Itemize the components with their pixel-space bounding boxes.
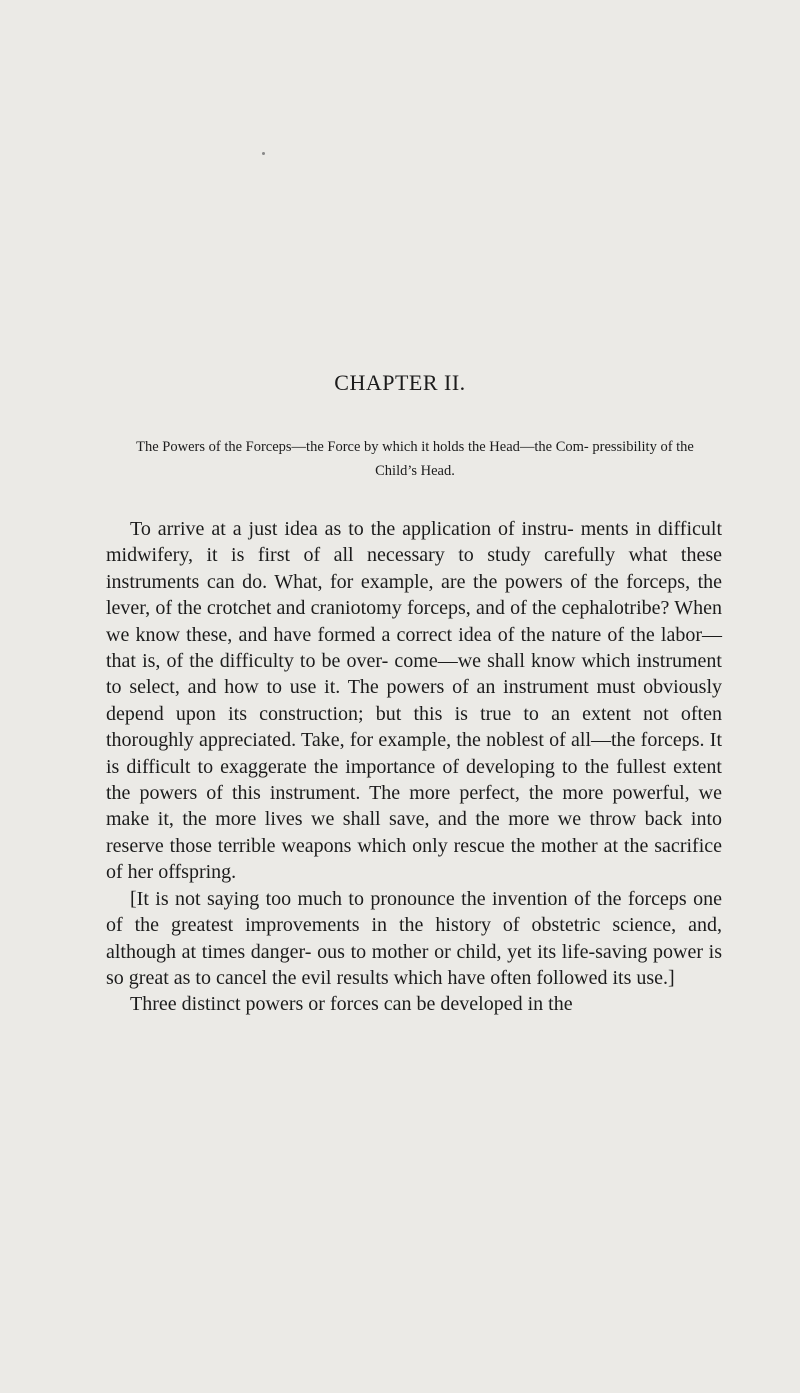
- body-text: [106, 516, 722, 1018]
- paper-speck: [262, 152, 265, 155]
- chapter-title: CHAPTER II.: [334, 370, 466, 395]
- chapter-summary: The Powers of the Forceps—the Force by which it holds the Head—the Com- pressibility of the Child’s Head.: [136, 439, 694, 479]
- paragraph: Three distinct powers or forces can be developed in the: [130, 993, 573, 1016]
- paragraph: To arrive at a just idea as to the application of instru- ments in difficult midwifery, it is first of all necessary to study carefully what these instruments can do. What, for example, are the powers of the forceps, the lever, of the crotchet and craniotomy forceps, and of the cephalotribe? When we know these, and have formed a correct idea of the nature of the labor—that is, of the difficulty to be over- come—we shall know which instrument to select, and how to use it. The powers of an instrument must obviously depend upon its construction; but this is true to an extent not often thoroughly appreciated. Take, for example, the noblest of all—the forceps. It is difficult to exaggerate the importance of developing to the fullest extent the powers of this instrument. The more perfect, the more powerful, we make it, the more lives we shall save, and the more we throw back into reserve those terrible weapons which only rescue the mother at the sacrifice of her offspring.: [106, 518, 722, 884]
- paragraph: [It is not saying too much to pronounce the invention of the forceps one of the greatest improvements in the history of obstetric science, and, although at times danger- ous to mother or child, yet its life-saving power is so great as to cancel the evil results which have often followed its use.]: [106, 887, 722, 989]
